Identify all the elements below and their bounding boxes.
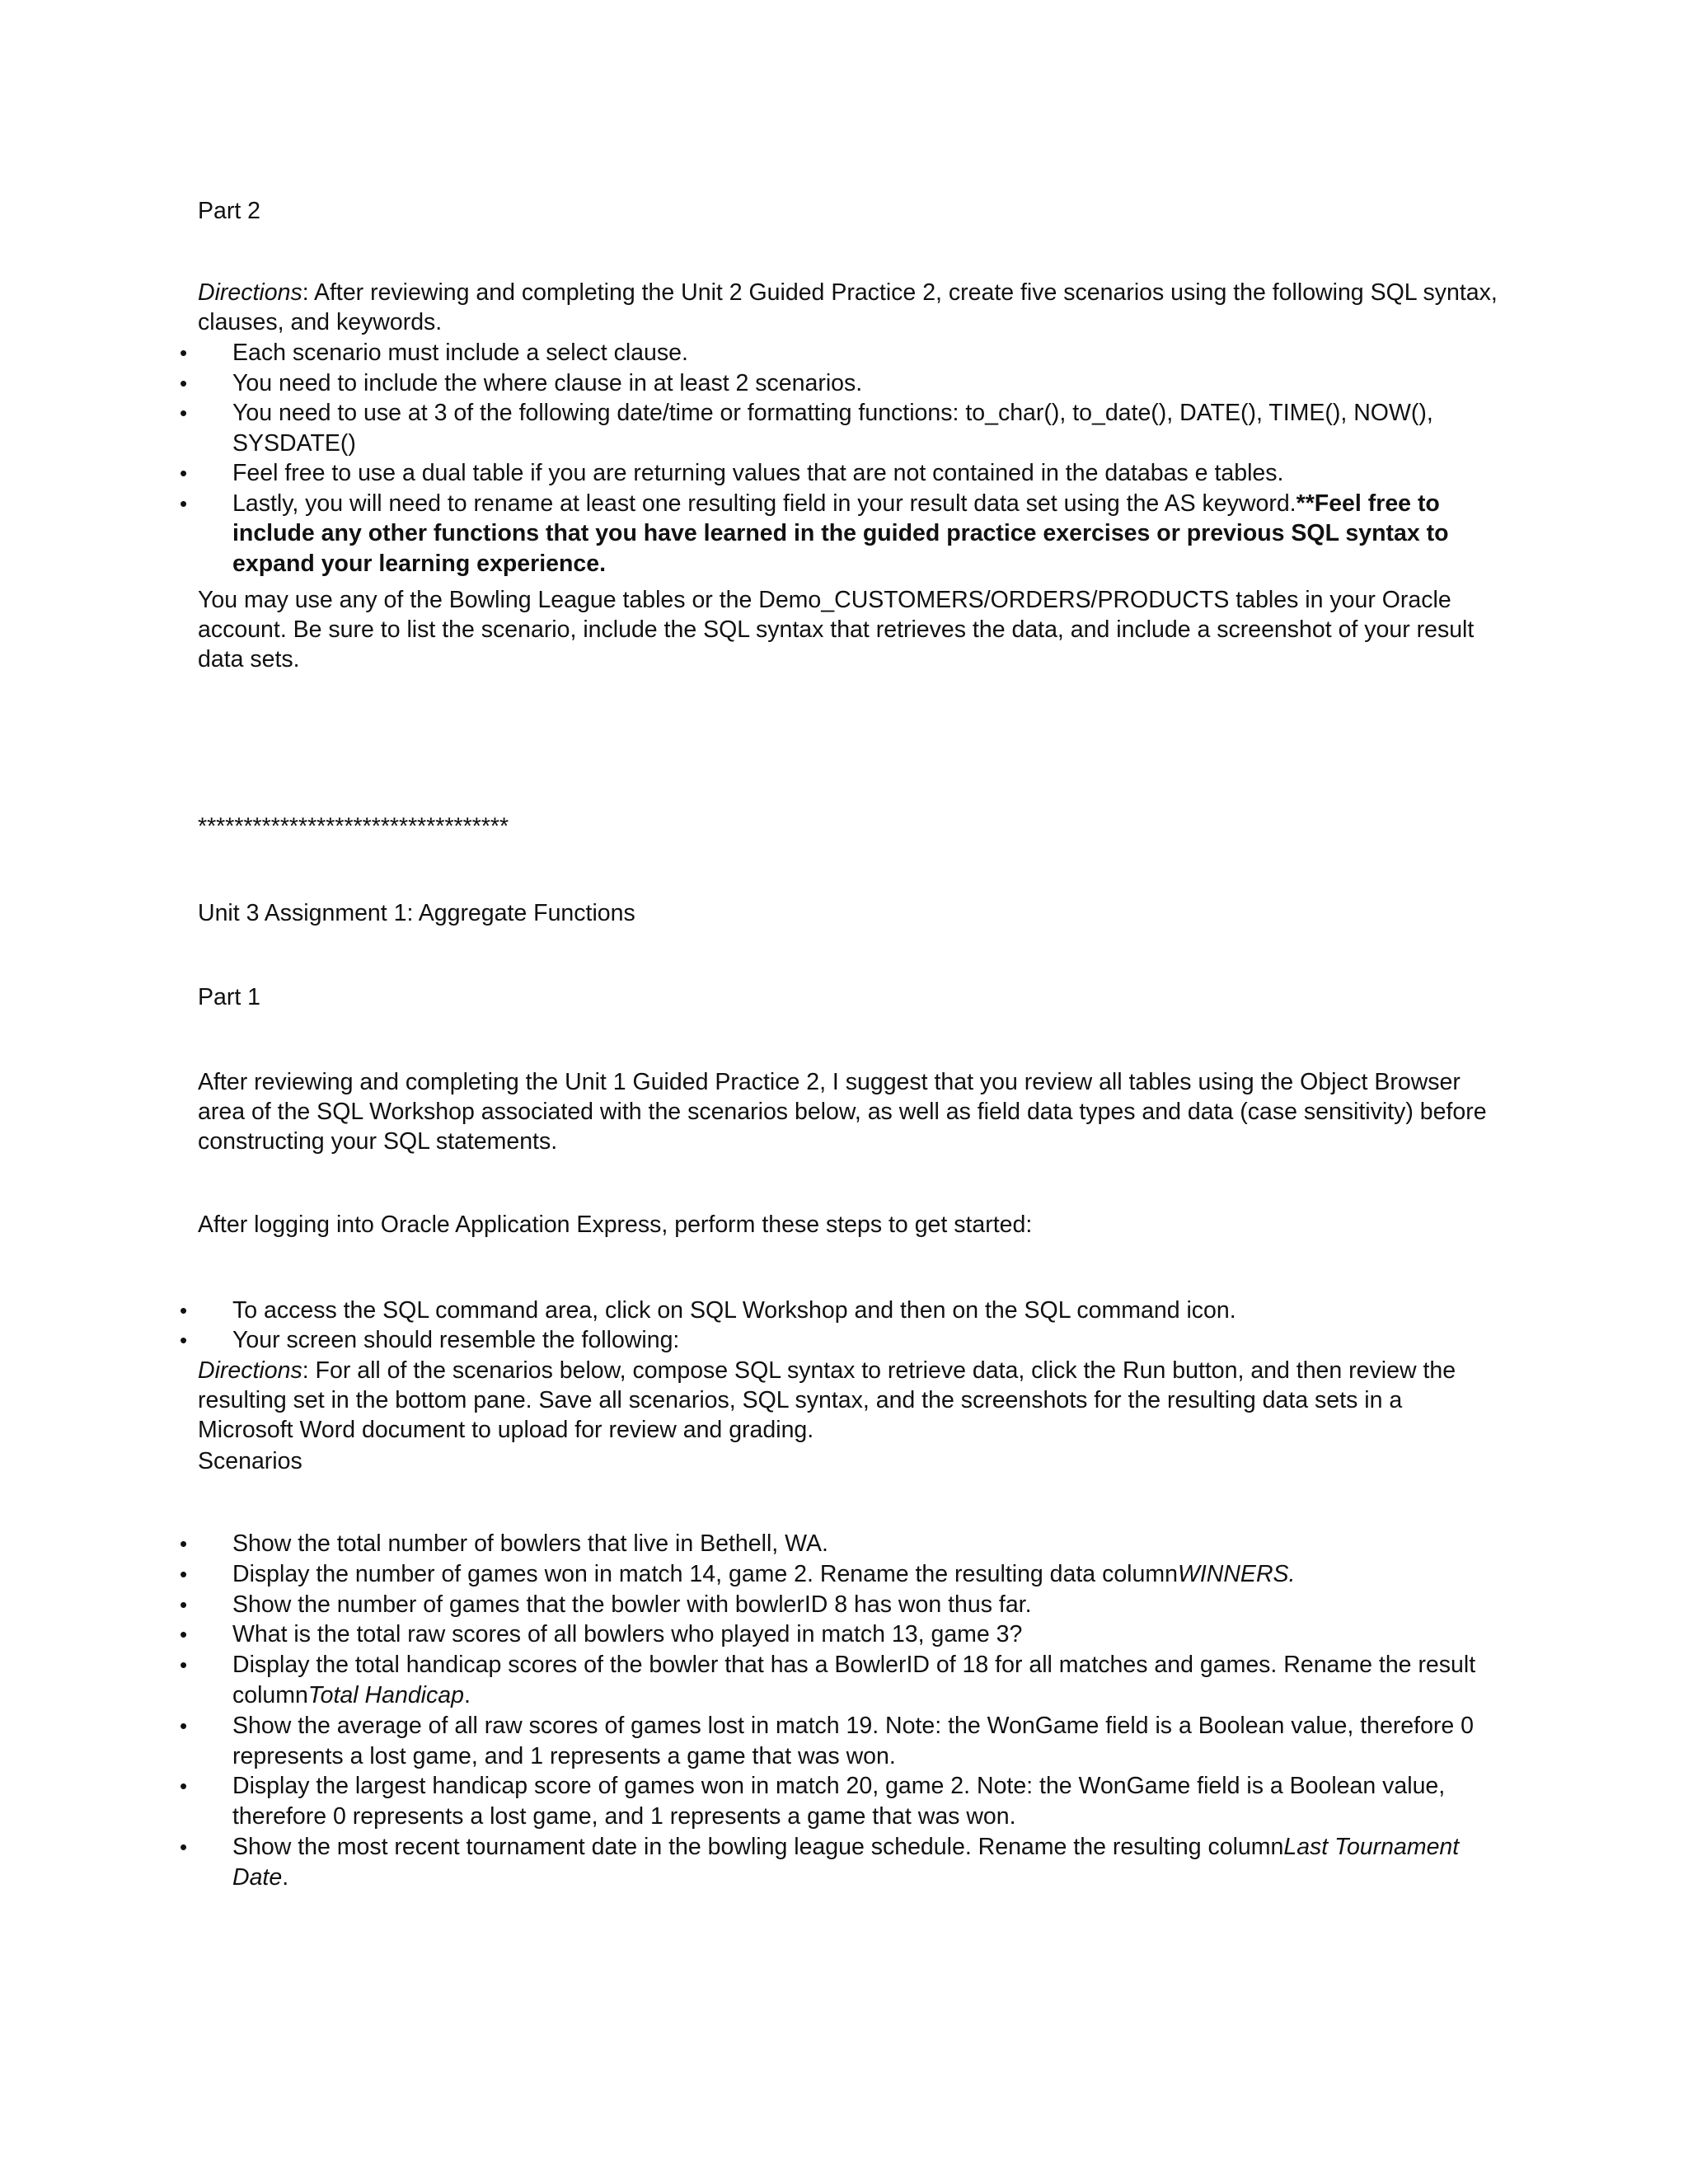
unit3-title: Unit 3 Assignment 1: Aggregate Functions xyxy=(198,900,635,926)
unit3-directions-text: : For all of the scenarios below, compose SQL syntax to retrieve data, click the Run button, and then review the resulting set in the bottom pane. Save all scenarios, SQL syntax, and the screenshots for the resulting data sets in a Microsoft Word document to upload for review and grading. xyxy=(198,1357,1456,1443)
unit3-directions xyxy=(198,1356,1500,1445)
separator-stars: ********************************** xyxy=(198,813,509,840)
list-item: • Show the total number of bowlers that live in Bethell, WA. xyxy=(180,1530,828,1557)
list-item: • Show the average of all raw scores of games lost in match 19. Note: the WonGame field is a Boolean value, therefore 0 represents a lost game, and 1 represents a game that was won. xyxy=(180,1712,1475,1769)
login-instructions: After logging into Oracle Application Express, perform these steps to get started: xyxy=(198,1212,1033,1238)
list-item: • Each scenario must include a select clause. xyxy=(180,340,688,366)
steps-list xyxy=(180,1296,1500,1355)
part2-requirements-list xyxy=(180,338,1500,579)
list-item: • Feel free to use a dual table if you are returning values that are not contained in the databas e tables. xyxy=(180,460,1284,486)
list-item: • Show the most recent tournament date in the bowling league schedule. Rename the resulting columnLast Tournament Date. xyxy=(180,1833,1460,1891)
list-item: • Display the number of games won in match 14, game 2. Rename the resulting data columnWINNERS. xyxy=(180,1560,1296,1587)
list-item: • Show the number of games that the bowler with bowlerID 8 has won thus far. xyxy=(180,1591,1032,1618)
unit3-directions-label: Directions xyxy=(198,1357,302,1384)
list-item: • To access the SQL command area, click on SQL Workshop and then on the SQL command icon. xyxy=(180,1297,1236,1324)
scenarios-heading: Scenarios xyxy=(198,1448,302,1474)
list-item: • Your screen should resemble the following: xyxy=(180,1327,680,1353)
list-item: • You need to use at 3 of the following date/time or formatting functions: to_char(), to_date(), DATE(), TIME(), NOW(), SYSDATE() xyxy=(180,400,1433,457)
list-item: • Display the total handicap scores of the bowler that has a BowlerID of 18 for all matches and games. Rename the result columnTotal Handicap. xyxy=(180,1652,1476,1708)
part2-heading: Part 2 xyxy=(198,198,261,224)
scenarios-list xyxy=(180,1529,1500,1893)
list-item: • Display the largest handicap score of games won in match 20, game 2. Note: the WonGame field is a Boolean value, therefore 0 represents a lost game, and 1 represents a game that was won. xyxy=(180,1773,1446,1830)
part2-closing-paragraph: You may use any of the Bowling League tables or the Demo_CUSTOMERS/ORDERS/PRODUCTS tables in your Oracle account. Be sure to list the scenario, include the SQL syntax that retrieves the data, and include a screenshot of your result data sets. xyxy=(198,587,1475,673)
list-item: • What is the total raw scores of all bowlers who played in match 13, game 3? xyxy=(180,1621,1023,1648)
part1-heading: Part 1 xyxy=(198,984,261,1010)
list-item: • You need to include the where clause in at least 2 scenarios. xyxy=(180,369,863,396)
part2-directions-text: : After reviewing and completing the Unit 2 Guided Practice 2, create five scenarios using the following SQL syntax, clauses, and keywords. xyxy=(198,279,1498,335)
unit3-intro-paragraph: After reviewing and completing the Unit 1 Guided Practice 2, I suggest that you review all tables using the Object Browser area of the SQL Workshop associated with the scenarios below, as well as field data types and data (case sensitivity) before constructing your SQL statements. xyxy=(198,1069,1487,1155)
list-item: • Lastly, you will need to rename at least one resulting field in your result data set using the AS keyword.**Feel free to include any other functions that you have learned in the guided practice exercises or previous SQL syntax to expand your learning experience. xyxy=(180,490,1449,577)
part2-directions xyxy=(198,278,1500,337)
feel-free-note: **Feel free to include any other functions that you have learned in the guided practice exercises or previous SQL syntax to expand your learning experience. xyxy=(232,490,1449,577)
part2-directions-label: Directions xyxy=(198,279,302,306)
